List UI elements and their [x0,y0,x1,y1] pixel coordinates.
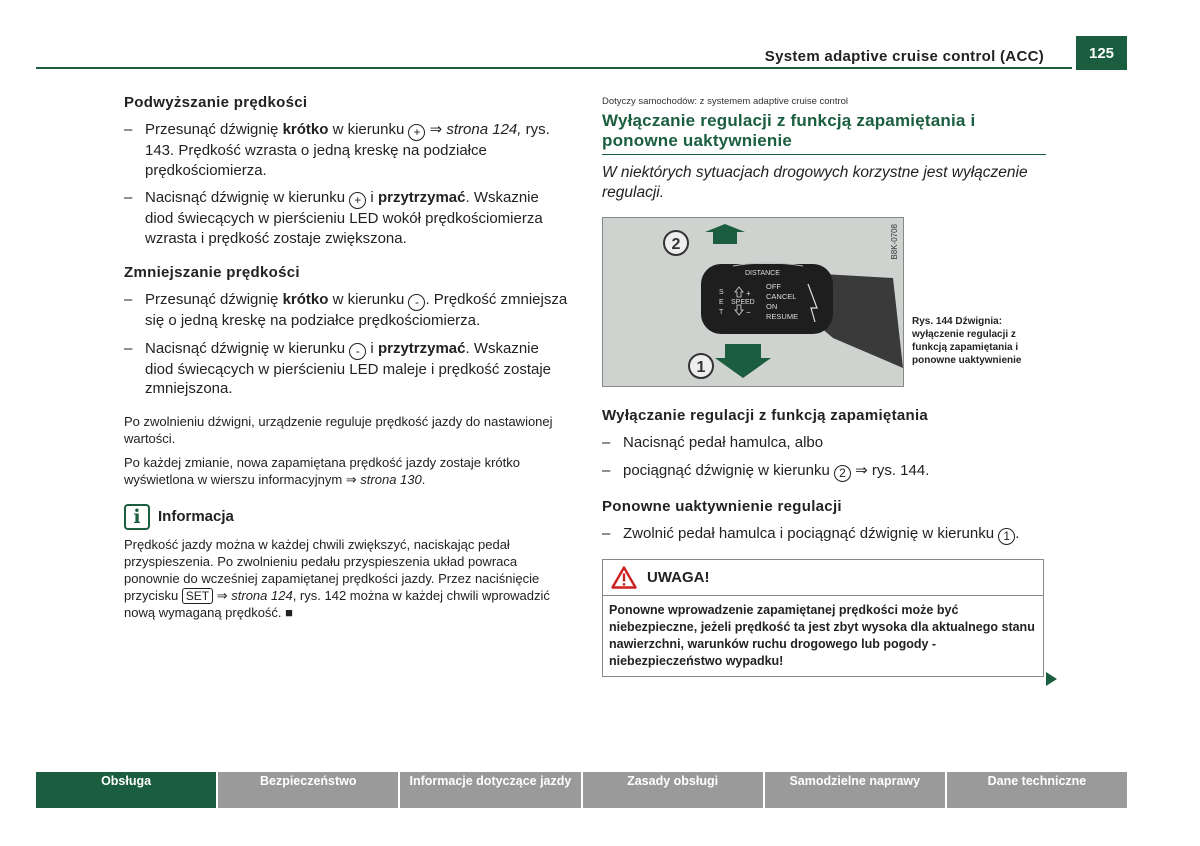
section-title: Wyłączanie regulacji z funkcją zapamiętania i ponowne uaktywnienie [602,111,1046,155]
bullet-dash: – [602,434,611,451]
plus-label: + [746,289,751,298]
right-column [602,96,1046,677]
footer-tab-dane[interactable]: Dane techniczne [947,772,1127,808]
bullet-dash: – [124,121,133,138]
figure-code: B8K-0708 [890,224,899,260]
footer-tab-naprawy[interactable]: Samodzielne naprawy [765,772,945,808]
set-letter-s: S [719,289,724,296]
paragraph-release: Po zwolnieniu dźwigni, urządzenie reguluje prędkość jazdy do nastawionej wartości. [124,413,553,446]
bullet-release-brake: – Zwolnić pedał hamulca i pociągnąć dźwignię w kierunku 1 . [602,524,1020,543]
set-letter-e: E [719,299,724,306]
set-letter-t: T [719,309,724,316]
lever-illustration [603,218,905,388]
footer-tab-informacje[interactable]: Informacje dotyczące jazdy [400,772,580,808]
callout-2: 2 [671,236,681,253]
push-arrow-icon [715,344,771,378]
bullet-brake: – Nacisnąć pedał hamulca, albo [602,434,824,451]
callout-1-icon: 1 [998,528,1015,545]
bullet-decrease-hold: – Nacisnąć dźwignię w kierunku - i przytrzymać. Wskaznie diod świecących w pierścieniu LED maleje i prędkość zostaje zmniejszona. [124,339,552,397]
warning-text: Ponowne wprowadzenie zapamiętanej prędkości może być niebezpieczne, jeżeli prędkość ta jest zbyt wysoka dla aktualnego stanu nawierzchni, warunków ruchu drogowego lub pogody - niebezpieczeństwo wypadku! [603,596,1043,676]
pull-arrow-icon [705,224,745,244]
bullet-decrease-short: – Przesunąć dźwignię krótko w kierunku - . Prędkość zmniejsza się o jedną kreskę na podziałce prędkościomierza. [124,291,568,329]
warning-title: UWAGA! [647,568,710,586]
figure-row [602,217,1046,387]
cancel-label: CANCEL [766,292,797,301]
lever-figure [602,217,904,387]
off-label: OFF [766,282,781,291]
bullet-dash: – [124,291,133,308]
warning-box [602,559,1044,677]
paragraph-display: Po każdej zmianie, nowa zapamiętana prędkość jazdy zostaje krótko wyświetlona w wierszu informacyjnym ⇒ strona 130. [124,454,520,487]
section-lead: W niektórych sytuacjach drogowych korzystne jest wyłączenie regulacji. [602,164,1028,201]
callout-1: 1 [696,359,706,376]
bullet-dash: – [124,189,133,206]
bullet-increase-hold: – Nacisnąć dźwignię w kierunku + i przytrzymać. Wskaznie diod świecących w pierścieniu LED wokół prędkościomierza wzrasta i prędkość zostaje zwiększona. [124,189,543,247]
footer-tab-obsluga[interactable]: Obsługa [36,772,216,808]
figure-caption: Rys. 144 Dźwignia: wyłączenie regulacji z funkcją zapamiętania i ponowne uaktywnienie [912,316,1022,366]
bullet-pull-lever: – pociągnąć dźwignię w kierunku 2 ⇒ rys. 144. [602,461,930,480]
set-button-icon: SET [182,588,213,604]
plus-key-icon: + [349,192,366,209]
heading-increase-speed: Podwyższanie prędkości [124,94,308,111]
info-title: Informacja [158,508,234,525]
distance-label: DISTANCE [745,270,780,277]
minus-key-icon: - [349,343,366,360]
plus-key-icon: + [408,124,425,141]
heading-decrease-speed: Zmniejszanie prędkości [124,264,300,281]
applies-to: Dotyczy samochodów: z systemem adaptive cruise control [602,96,849,107]
left-column [124,94,570,628]
warning-triangle-icon [611,566,637,589]
bullet-dash: – [124,339,133,357]
info-header [124,504,570,530]
info-icon: i [124,504,150,530]
bullet-dash: – [602,524,611,542]
header-title: System adaptive cruise control (ACC) [764,48,1044,65]
bullet-dash: – [602,461,611,479]
info-text: Prędkość jazdy można w każdej chwili zwiększyć, naciskając pedał przyspieszenia. Po zwolnieniu pedału przyspieszenia układ powraca ponownie do wcześniej zapamiętanej prędkości jazdy. Przez naciśnięcie przycisku SET ⇒ strona 124, rys. 142 można w każdej chwili wprowadzić nową wymaganą prędkość. ■ [124,536,550,620]
on-label: ON [766,302,778,311]
continue-arrow-icon [1046,672,1057,686]
warning-header [603,560,1043,596]
footer-tab-bezpieczenstwo[interactable]: Bezpieczeństwo [218,772,398,808]
heading-disable-memory: Wyłączanie regulacji z funkcją zapamiętania [602,407,929,424]
minus-label: − [746,308,751,317]
footer-tab-zasady[interactable]: Zasady obsługi [583,772,763,808]
speed-label: SPEED [731,299,755,306]
callout-2-icon: 2 [834,465,851,482]
header-rule [36,67,1072,69]
minus-key-icon: - [408,294,425,311]
footer-nav [36,772,1127,808]
heading-reactivate: Ponowne uaktywnienie regulacji [602,497,842,515]
page-number: 125 [1076,36,1127,70]
bullet-increase-short: – Przesunąć dźwignię krótko w kierunku + ⇒ strona 124, rys. 143. Prędkość wzrasta o jedną kreskę na podziałce prędkościomierza. [124,121,550,179]
resume-label: RESUME [766,312,799,321]
